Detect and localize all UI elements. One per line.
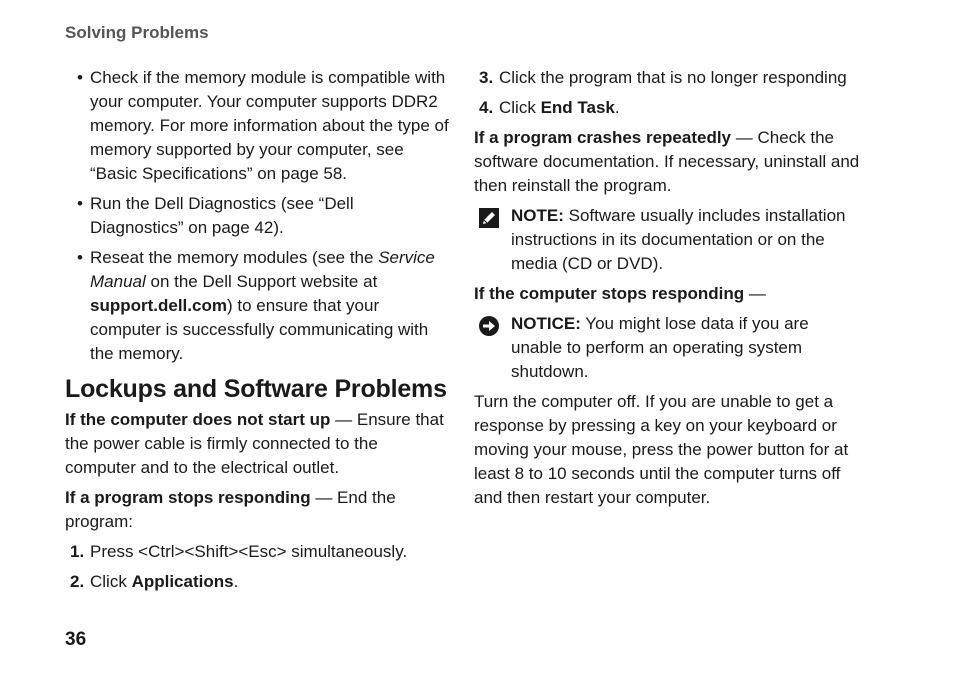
bullet-text-part: on the Dell Support website at <box>145 272 378 291</box>
notice-arrow-icon <box>478 315 500 337</box>
step-term: Applications <box>131 572 234 591</box>
step-number: 2. <box>70 572 85 591</box>
support-url: support.dell.com <box>90 296 227 315</box>
step-text: Click the program that is no longer responding <box>499 68 847 87</box>
bullet-marker: • <box>77 68 83 87</box>
note-label: NOTE: <box>511 206 564 225</box>
paragraph-lead: If a program crashes repeatedly <box>474 128 732 147</box>
paragraph-body: — <box>744 284 766 303</box>
paragraph-lead: If the computer does not start up <box>65 410 331 429</box>
bullet-marker: • <box>77 248 83 267</box>
step-number: 3. <box>479 68 494 87</box>
step-text <box>90 572 238 591</box>
step-text-part: Click <box>499 98 541 117</box>
paragraph-body: — End the program: <box>65 488 396 531</box>
paragraph: Turn the computer off. If you are unable to get a response by pressing a key on your keyboard or moving your mouse, press the power button for at least 8 to 10 seconds until the computer turns off and then restart your computer. <box>474 392 849 507</box>
paragraph-body: — Ensure that the power cable is firmly connected to the computer and to the electrical outlet. <box>65 410 444 477</box>
notice-box <box>474 312 864 384</box>
section-header: Solving Problems <box>65 23 209 42</box>
note-text <box>511 206 846 273</box>
paragraph <box>474 126 864 198</box>
bullet-text: Check if the memory module is compatible with your computer. Your computer supports DDR2 memory. For more information about the type of memory supported by your computer, see “Basic Specifications” on page 58. <box>90 68 449 183</box>
paragraph-body: — Check the software documentation. If necessary, uninstall and then reinstall the program. <box>474 128 860 195</box>
step-text <box>499 98 620 117</box>
bullet-marker: • <box>77 194 83 213</box>
bullet-text <box>90 248 435 363</box>
step-text-part: Click <box>90 572 132 591</box>
left-column <box>65 66 450 600</box>
notice-text <box>511 314 809 381</box>
page-number: 36 <box>65 629 87 650</box>
note-pencil-icon <box>478 207 500 229</box>
step-item <box>65 540 450 564</box>
paragraph <box>474 282 864 306</box>
section-heading: Lockups and Software Problems <box>65 375 447 403</box>
notice-body: You might lose data if you are unable to perform an operating system shutdown. <box>511 314 809 381</box>
paragraph <box>65 408 450 480</box>
bullet-item <box>65 246 450 366</box>
step-term: End Task <box>540 98 615 117</box>
note-body: Software usually includes installation instructions in its documentation or on the media (CD or DVD). <box>511 206 846 273</box>
step-item <box>65 570 450 594</box>
right-column <box>474 66 864 516</box>
step-item <box>474 66 864 90</box>
bullet-text-part: Reseat the memory modules (see the <box>90 248 379 267</box>
note-box <box>474 204 864 276</box>
bullet-item <box>65 192 450 240</box>
bullet-text-part: ) to ensure that your computer is successfully communicating with the memory. <box>90 296 429 363</box>
paragraph-lead: If the computer stops responding <box>474 284 745 303</box>
step-item <box>474 96 864 120</box>
step-text: Press <Ctrl><Shift><Esc> simultaneously. <box>90 542 408 561</box>
step-number: 4. <box>479 98 494 117</box>
bullet-item <box>65 66 450 186</box>
step-text-part: . <box>233 572 239 591</box>
service-manual-title: Service Manual <box>90 248 435 291</box>
paragraph <box>65 486 450 534</box>
notice-label: NOTICE: <box>511 314 581 333</box>
bullet-text: Run the Dell Diagnostics (see “Dell Diagnostics” on page 42). <box>90 194 354 237</box>
paragraph-lead: If a program stops responding <box>65 488 311 507</box>
step-text-part: . <box>614 98 620 117</box>
step-number: 1. <box>70 542 85 561</box>
